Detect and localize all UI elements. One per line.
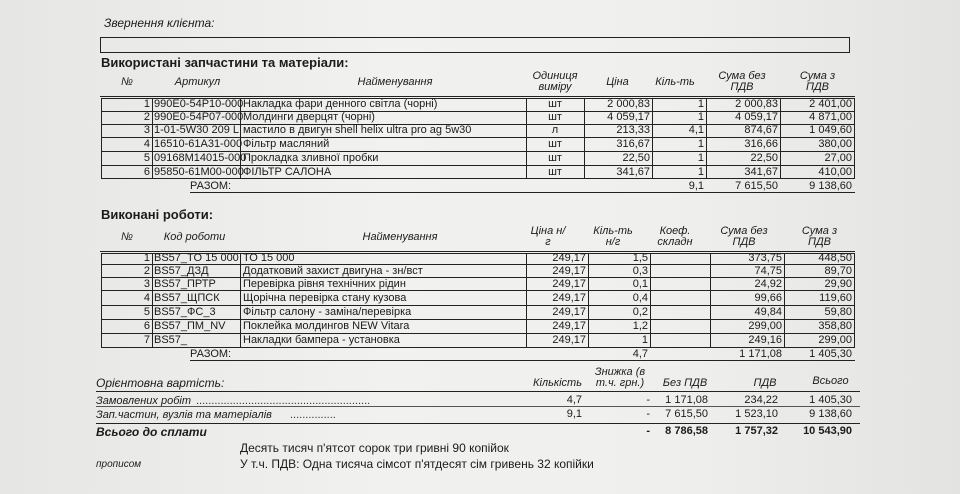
document-sheet: Звернення клієнта: Використані запчастини та матеріали: № Артикул Найменування Одиниця виміру Ціна Кіль-ть Сума без ПДВ Сума з ПДВ 1 990E0-54P10-000 Накладка фари денного світла (чорні) шт 2 000,83 1 2 000,83 2 401,00 2 990E0-54P07-000 Молдинги дверцят (чорні) шт 4 059,17 1 4 059,17 4 871,00 3 1-01-5W30 209 L мастило в двигун shell helix ultra pro ag 5w30 л 213,33 4,1 874,67 1 049,60 4 16510-61A31-000 Фільтр масляний шт 316,67 1 316,66 380,00 5 09168M14015-000 Прокладка зливної пробки шт 22,50 1 22,50 27,00 6 95850-61M00-000 ФІЛЬТР САЛОНА шт 341,67 1 341,67 410,00 РАЗОМ: 9,1 7 615,50 9 138,60 Виконані роботи: № Код роботи Найменування Ціна н/г Кіль-ть н/г Коеф. складн Сума без ПДВ Сума з ПДВ 1 BS57_TO 15 000 ТО 15 000 249,17 1,5 373,75 448,50 2 BS57_ДЗД Додатковий захист двигуна - зн/вст 249,17 0,3 74,75 89,70 3 BS57_ПРТР Перевірка рівня технічних рідин 249,17 0,1 24,92 29,90 4 BS57_ЩПСК Щорічна перевірка стану кузова 249,17 0,4 99,66 119,60 5 BS57_ФС_3 Фільтр салону - заміна/перевірка 249,17 0,2 49,84 59,80 6 BS57_ПМ_NV Поклейка молдингов NEW Vitara 249,17 1,2 299,00 358,80 7 BS57_ Накладки бампера - установка 249,17 1 249,16 299,00 РАЗОМ: 4,7 1 171,08 1 405,30 Орієнтовна вартість: Кількість Знижка (в т.ч. грн.) Без ПДВ ПДВ Всього Замовлених робіт ......................................................... 4,7 - 1 171,08 234,22 1 405,30 Зап.частин, вузлів та матеріалів ............... 9,1 - 7 615,50 1 523,10 9 138,60 Всього до сплати - 8 786,58 1 757,32 10 543,90 Десять тисяч п'ятсот сорок три гривні 90 копійок прописом У т.ч. ПДВ: Одна тисяча сімсот п'ятдесят сім гривень 32 копійки bbox=[0, 0, 960, 494]
works-header-sum-no-vat: Сума без ПДВ bbox=[720, 225, 768, 248]
in-words-label: прописом bbox=[96, 459, 142, 470]
works-header-coef: Коеф. складн bbox=[657, 225, 693, 248]
parts-header-qty: Кіль-ть bbox=[655, 76, 695, 88]
summary-header-vat: ПДВ bbox=[753, 377, 777, 389]
works-header-code: Код роботи bbox=[163, 231, 226, 243]
works-header-price: Ціна н/г bbox=[530, 225, 566, 248]
total-in-words: Десять тисяч п'ятсот сорок три гривні 90 копійок bbox=[240, 441, 509, 455]
summary-header-total: Всього bbox=[812, 375, 849, 387]
parts-header-sum-no-vat: Сума без ПДВ bbox=[718, 70, 766, 93]
parts-title: Використані запчастини та матеріали: bbox=[101, 55, 349, 70]
works-header-name: Найменування bbox=[362, 231, 438, 243]
vat-in-words: У т.ч. ПДВ: Одна тисяча сімсот п'ятдесят сім гривень 32 копійки bbox=[240, 457, 594, 471]
works-header-qty: Кіль-ть н/г bbox=[593, 225, 633, 248]
works-title: Виконані роботи: bbox=[101, 207, 214, 222]
parts-header-price: Ціна bbox=[606, 76, 629, 88]
parts-header-num: № bbox=[121, 76, 133, 88]
summary-header-qty: Кількість bbox=[532, 377, 582, 389]
parts-header-name: Найменування bbox=[357, 76, 433, 88]
summary-title: Орієнтовна вартість: bbox=[96, 376, 225, 390]
client-request-label: Звернення клієнта: bbox=[104, 16, 215, 30]
summary-header-discount: Знижка (в т.ч. грн.) bbox=[594, 366, 646, 389]
works-header-sum-vat: Сума з ПДВ bbox=[801, 225, 838, 248]
works-header-num: № bbox=[121, 231, 133, 243]
summary-header-no-vat: Без ПДВ bbox=[662, 377, 708, 389]
client-request-box bbox=[100, 37, 850, 53]
parts-header-article: Артикул bbox=[174, 76, 221, 88]
parts-header-unit: Одиниця виміру bbox=[532, 70, 578, 93]
parts-header-sum-vat: Сума з ПДВ bbox=[799, 70, 836, 93]
parts-header-line bbox=[100, 96, 855, 97]
